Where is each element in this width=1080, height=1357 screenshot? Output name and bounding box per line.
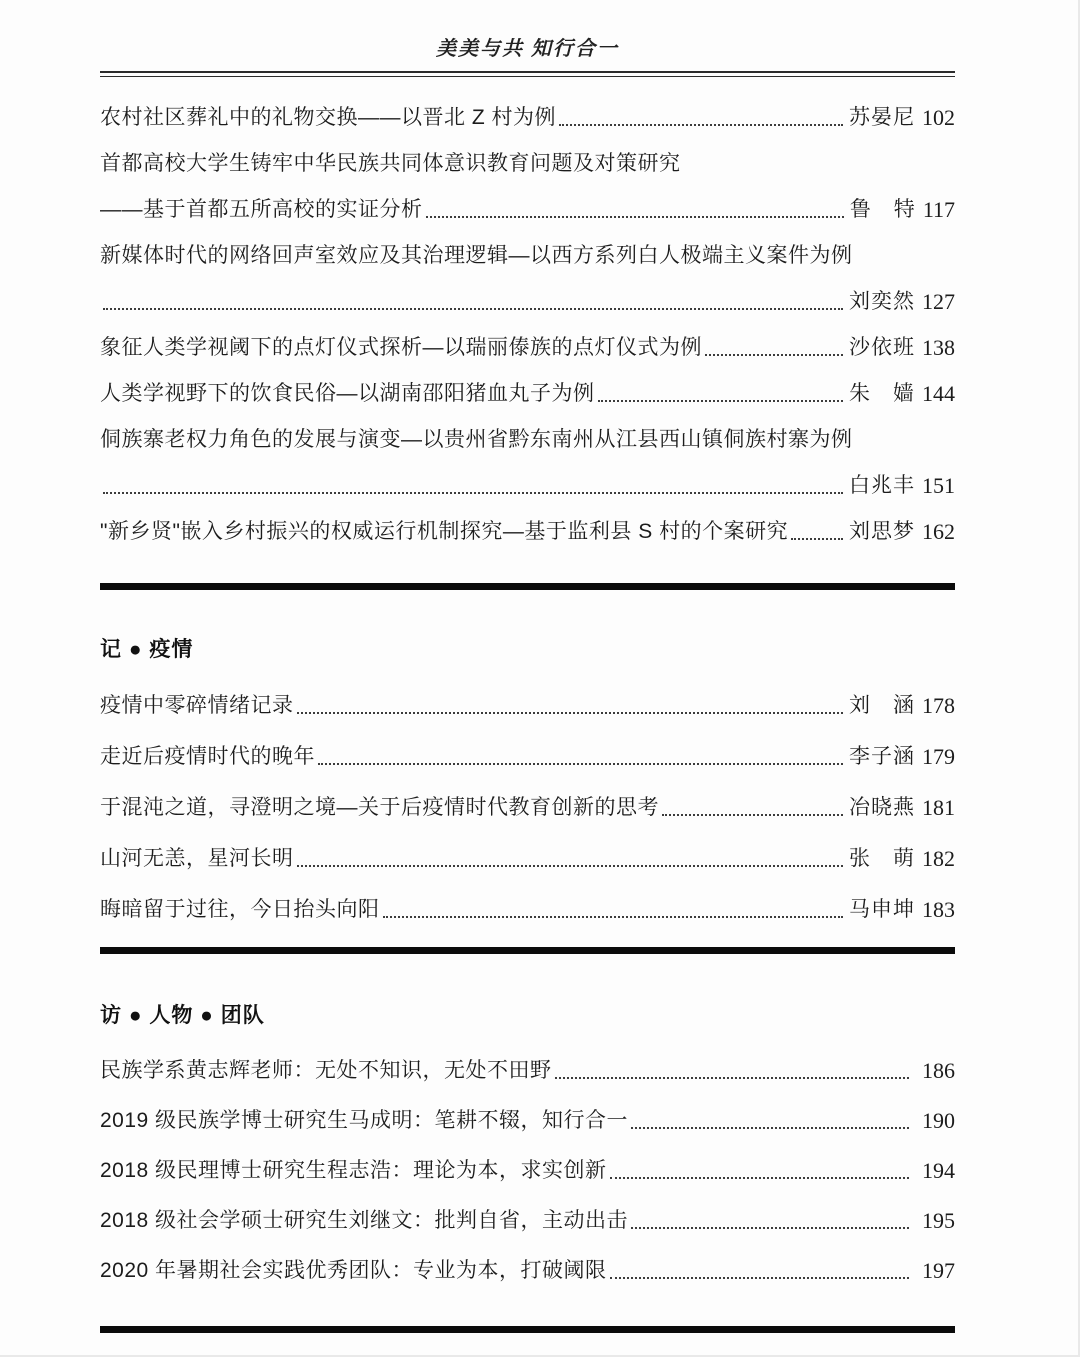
toc-entry — [100, 846, 955, 872]
entry-page-number: 183 — [922, 897, 955, 922]
entry-title: 象征人类学视阈下的点灯仪式探析—以瑞丽傣族的点灯仪式为例 — [100, 336, 702, 359]
section-heading-interviews: 访 ● 人物 ● 团队 — [100, 1004, 265, 1027]
entry-page-number: 138 — [922, 335, 955, 360]
entry-author: 刘 涵 — [849, 694, 915, 717]
toc-entry-continuation — [100, 289, 955, 315]
entry-page-number: 162 — [922, 519, 955, 544]
entry-title: 农村社区葬礼中的礼物交换——以晋北 Z 村为例 — [100, 106, 556, 129]
toc-entry — [100, 1258, 955, 1284]
entry-title: 2018 级民理博士研究生程志浩：理论为本，求实创新 — [100, 1159, 607, 1182]
entry-title: 2019 级民族学博士研究生马成明：笔耕不辍，知行合一 — [100, 1109, 629, 1132]
toc-entry — [100, 381, 955, 407]
toc-entry — [100, 795, 955, 821]
entry-title: 晦暗留于过往，今日抬头向阳 — [100, 898, 380, 921]
entry-title: 疫情中零碎情绪记录 — [100, 694, 294, 717]
entry-author: 鲁 特 — [849, 198, 916, 221]
entry-title: "新乡贤"嵌入乡村振兴的权威运行机制探究—基于监利县 S 村的个案研究 — [100, 520, 789, 543]
dot-leader — [103, 492, 843, 494]
section-divider-bar — [100, 583, 955, 590]
entry-author: 冶晓燕 — [849, 796, 915, 819]
toc-entry-continuation — [100, 473, 955, 499]
dot-leader — [383, 916, 844, 918]
entry-title: 新媒体时代的网络回声室效应及其治理逻辑—以西方系列白人极端主义案件为例 — [100, 244, 853, 267]
entry-author: 刘思梦 — [849, 520, 915, 543]
entry-page-number: 195 — [922, 1208, 955, 1233]
section-divider-bar — [100, 947, 955, 954]
toc-entry — [100, 1108, 955, 1134]
entry-author: 白兆丰 — [849, 474, 915, 497]
entry-title: 首都高校大学生铸牢中华民族共同体意识教育问题及对策研究 — [100, 152, 681, 175]
header-rule — [100, 71, 955, 77]
toc-entry — [100, 1058, 955, 1084]
entry-page-number: 102 — [922, 105, 955, 130]
toc-entry — [100, 151, 955, 177]
page-header-title: 美美与共 知行合一 — [436, 38, 619, 60]
dot-leader — [426, 216, 844, 218]
entry-title: 2018 级社会学硕士研究生刘继文：批判自省，主动出击 — [100, 1209, 629, 1232]
toc-entry-continuation — [100, 197, 955, 223]
dot-leader — [318, 763, 843, 765]
page-bottom-bar — [100, 1326, 955, 1333]
entry-author: 刘奕然 — [849, 290, 915, 313]
dot-leader — [631, 1127, 909, 1129]
entry-title: 侗族寨老权力角色的发展与演变—以贵州省黔东南州从江县西山镇侗族村寨为例 — [100, 428, 853, 451]
entry-page-number: 197 — [922, 1258, 955, 1283]
dot-leader — [297, 865, 844, 867]
toc-entry — [100, 243, 955, 269]
dot-leader — [559, 124, 843, 126]
dot-leader — [610, 1277, 909, 1279]
dot-leader — [631, 1227, 909, 1229]
toc-section-interviews — [100, 1058, 955, 1284]
toc-entry — [100, 693, 955, 719]
toc-entry — [100, 897, 955, 923]
toc-entry — [100, 427, 955, 453]
dot-leader — [555, 1077, 910, 1079]
toc-entry — [100, 1158, 955, 1184]
entry-page-number: 127 — [922, 289, 955, 314]
entry-title: 山河无恙，星河长明 — [100, 847, 294, 870]
entry-page-number: 190 — [922, 1108, 955, 1133]
toc-section-epidemic — [100, 693, 955, 923]
dot-leader — [610, 1177, 909, 1179]
entry-author: 李子涵 — [849, 745, 915, 768]
entry-author: 马申坤 — [849, 898, 915, 921]
dot-leader — [791, 538, 843, 540]
entry-author: 朱 嫱 — [849, 382, 915, 405]
entry-page-number: 186 — [922, 1058, 955, 1083]
entry-title: 走近后疫情时代的晚年 — [100, 745, 315, 768]
entry-subtitle: ——基于首都五所高校的实证分析 — [100, 198, 423, 221]
section-heading-epidemic: 记 ● 疫情 — [100, 638, 194, 661]
entry-title: 2020 年暑期社会实践优秀团队：专业为本，打破阈限 — [100, 1259, 607, 1282]
toc-entry — [100, 1208, 955, 1234]
dot-leader — [662, 814, 843, 816]
entry-page-number: 178 — [922, 693, 955, 718]
entry-page-number: 194 — [922, 1158, 955, 1183]
entry-author: 沙依班 — [849, 336, 915, 359]
toc-entry — [100, 335, 955, 361]
toc-entry — [100, 744, 955, 770]
entry-page-number: 182 — [922, 846, 955, 871]
dot-leader — [598, 400, 844, 402]
entry-page-number: 117 — [922, 197, 955, 222]
dot-leader — [103, 308, 843, 310]
toc-section-main — [100, 105, 955, 545]
entry-page-number: 144 — [922, 381, 955, 406]
dot-leader — [297, 712, 844, 714]
toc-entry — [100, 105, 955, 131]
entry-author: 苏晏尼 — [849, 106, 915, 129]
entry-title: 民族学系黄志辉老师：无处不知识，无处不田野 — [100, 1059, 552, 1082]
entry-page-number: 179 — [922, 744, 955, 769]
entry-page-number: 151 — [922, 473, 955, 498]
entry-author: 张 萌 — [849, 847, 915, 870]
entry-title: 于混沌之道，寻澄明之境—关于后疫情时代教育创新的思考 — [100, 796, 659, 819]
entry-page-number: 181 — [922, 795, 955, 820]
dot-leader — [705, 354, 843, 356]
toc-entry — [100, 519, 955, 545]
entry-title: 人类学视野下的饮食民俗—以湖南邵阳猪血丸子为例 — [100, 382, 595, 405]
